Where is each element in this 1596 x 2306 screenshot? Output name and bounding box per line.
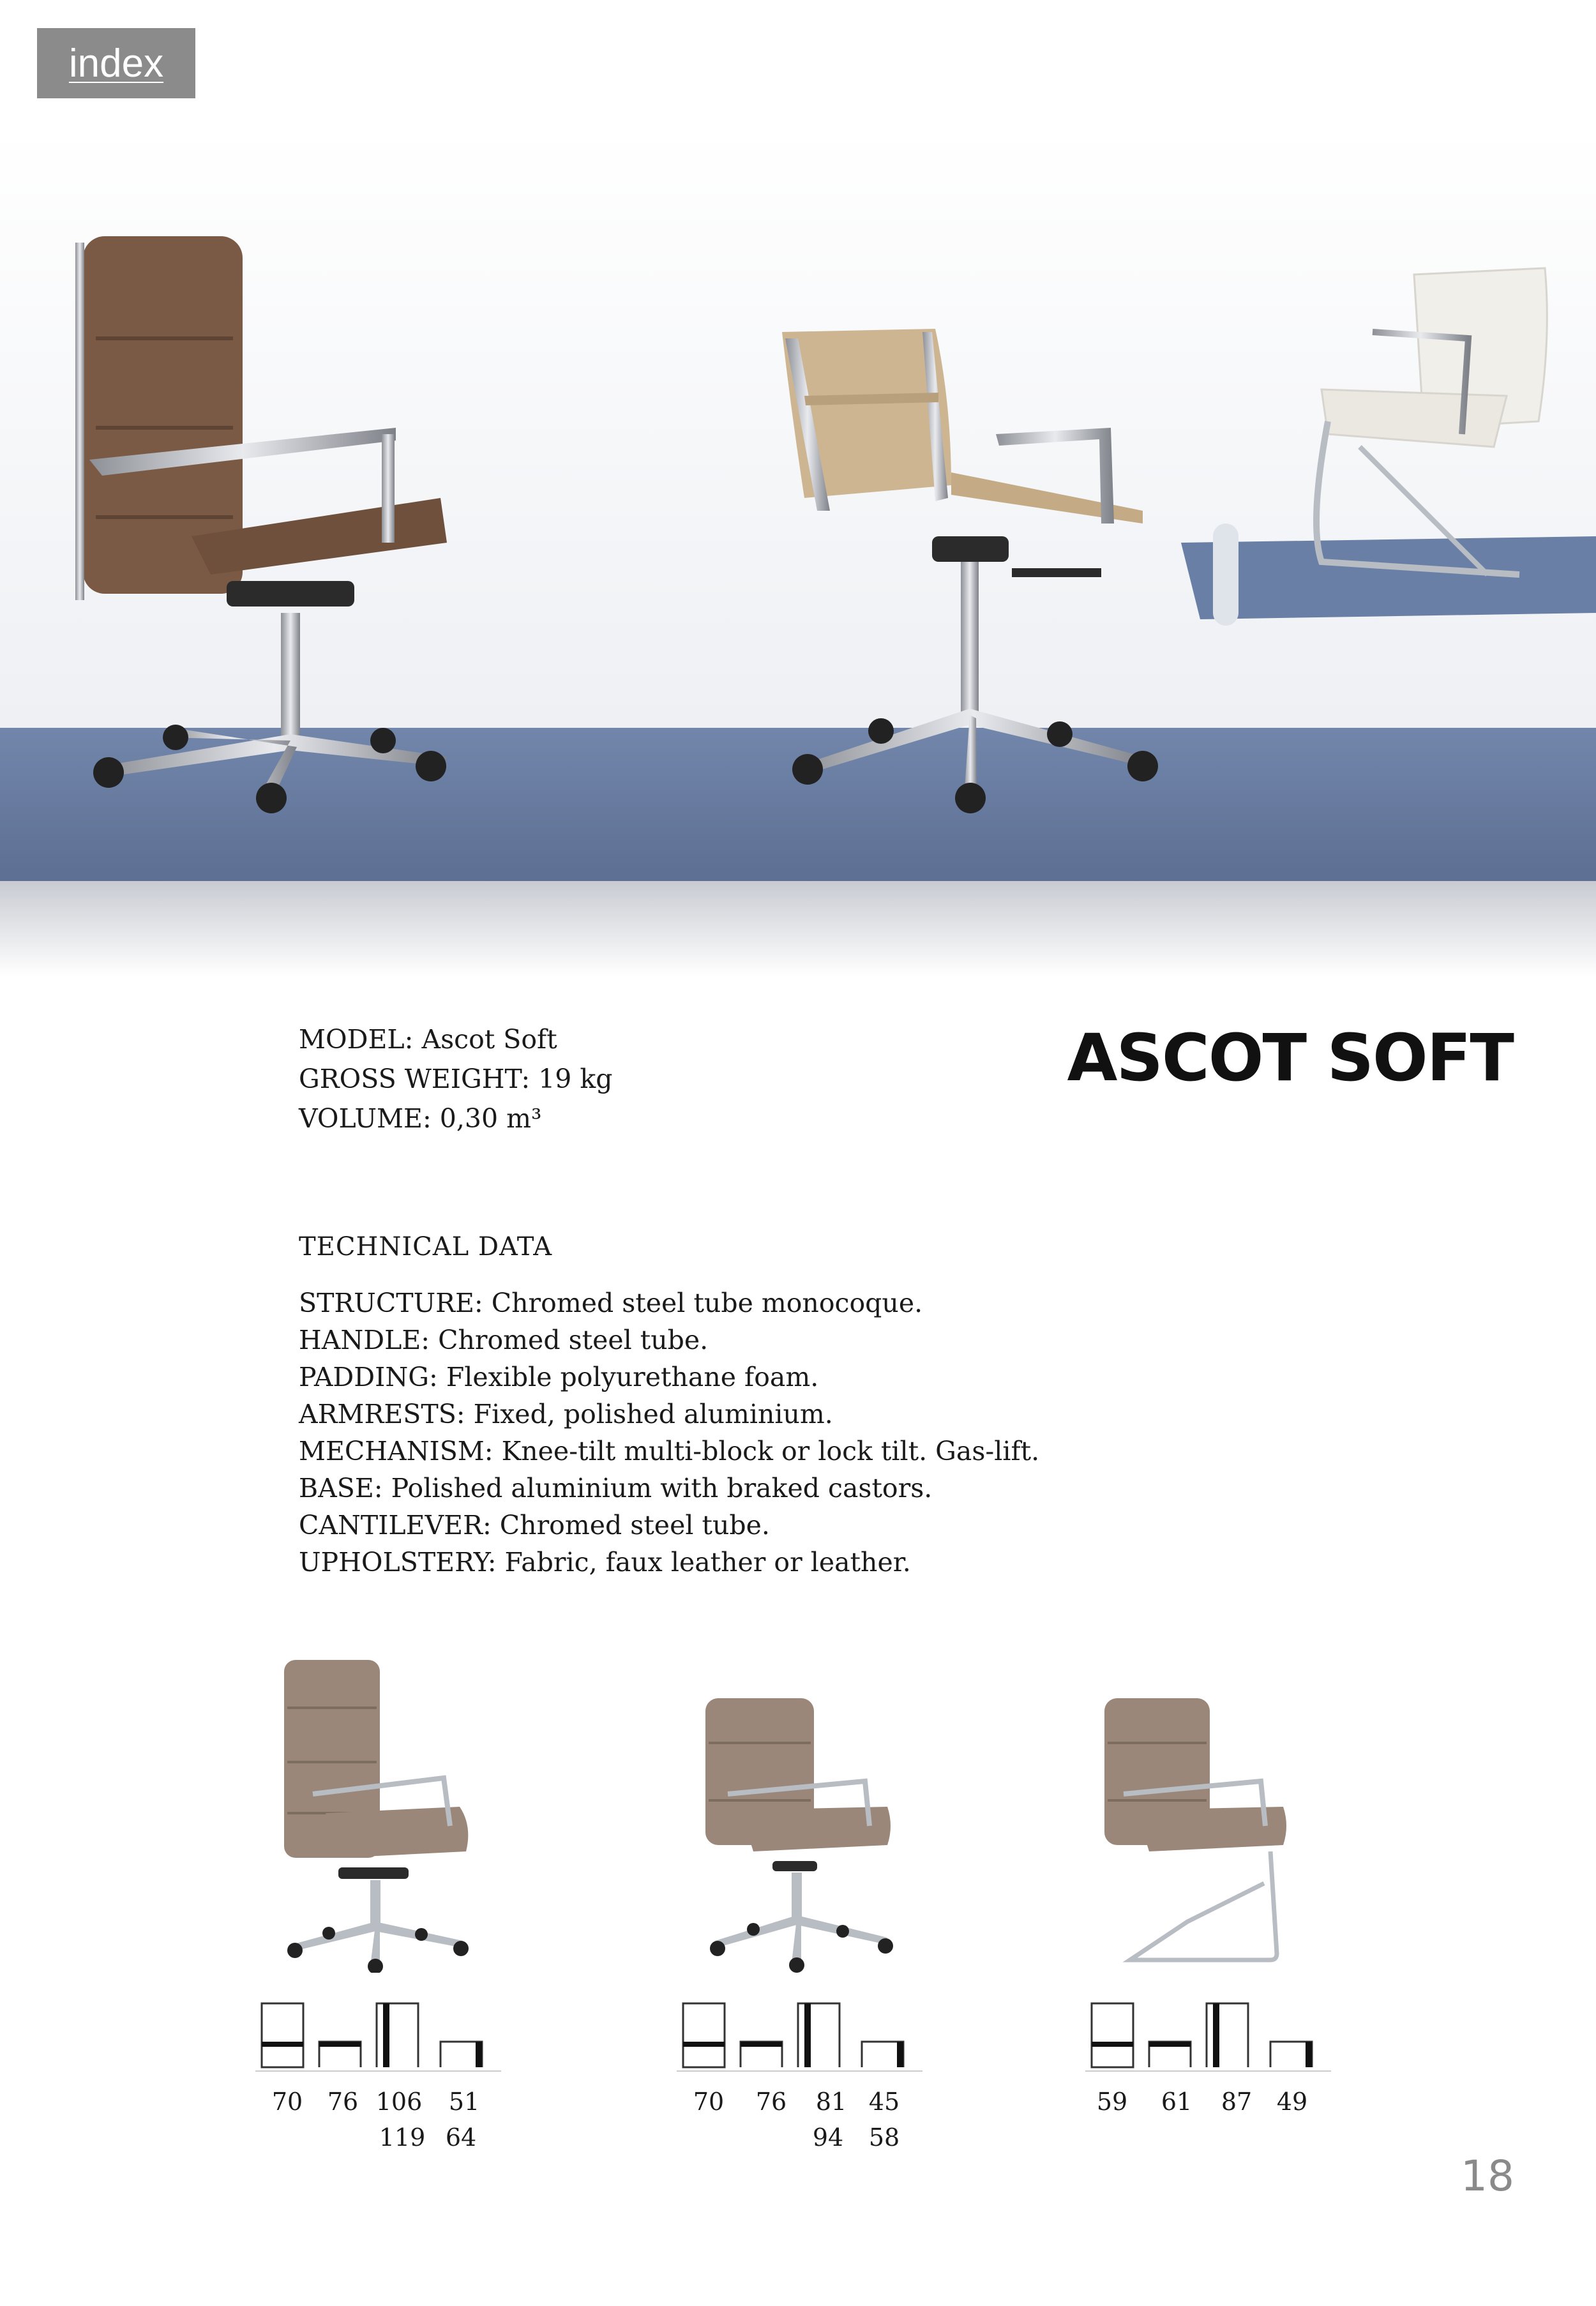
dim-value: 61 xyxy=(1161,2088,1193,2116)
technical-data-heading: TECHNICAL DATA xyxy=(299,1232,553,1262)
thumb-chair-medium-back xyxy=(702,1692,907,1973)
dim-value: 70 xyxy=(271,2088,303,2116)
dim-value: 87 xyxy=(1221,2088,1253,2116)
dim-value: 49 xyxy=(1276,2088,1308,2116)
height-icon xyxy=(377,2003,418,2067)
dim-value: 76 xyxy=(755,2088,787,2116)
thumb-chair-high-back xyxy=(268,1654,485,1973)
page-number: 18 xyxy=(1461,2152,1514,2201)
dimension-icons-3 xyxy=(1085,1997,1334,2074)
spec-gross-weight: GROSS WEIGHT: 19 kg xyxy=(299,1064,613,1094)
dim-value: 106 xyxy=(375,2088,423,2116)
paper-roll xyxy=(1213,524,1238,626)
tech-line-mechanism: MECHANISM: Knee-tilt multi-block or lock tilt. Gas-lift. xyxy=(299,1436,1040,1466)
technical-data-list xyxy=(299,1285,1039,1581)
tech-line-cantilever: CANTILEVER: Chromed steel tube. xyxy=(299,1510,770,1541)
dim-value: 59 xyxy=(1096,2088,1128,2116)
product-title: ASCOT SOFT xyxy=(1067,1020,1513,1096)
tech-line-handle: HANDLE: Chromed steel tube. xyxy=(299,1325,709,1355)
tech-line-upholstery: UPHOLSTERY: Fabric, faux leather or leather. xyxy=(299,1547,911,1578)
dim-value: 64 xyxy=(445,2123,477,2152)
dim-value: 81 xyxy=(815,2088,847,2116)
dim-value: 58 xyxy=(868,2123,900,2152)
dim-value: 119 xyxy=(379,2123,426,2152)
index-link[interactable]: index xyxy=(37,28,195,98)
tech-line-base: BASE: Polished aluminium with braked castors. xyxy=(299,1473,933,1503)
dim-value: 45 xyxy=(868,2088,900,2116)
tech-line-structure: STRUCTURE: Chromed steel tube monocoque. xyxy=(299,1288,923,1318)
width-icon xyxy=(1092,2003,1133,2067)
height-icon xyxy=(1207,2003,1248,2067)
hero-photo xyxy=(0,128,1596,977)
spec-model: MODEL: Ascot Soft xyxy=(299,1024,557,1055)
spec-volume: VOLUME: 0,30 m³ xyxy=(299,1103,542,1134)
width-bar xyxy=(262,2042,303,2047)
dim-value: 51 xyxy=(448,2088,480,2116)
width-icon xyxy=(683,2003,725,2067)
dimension-icons-1 xyxy=(255,1997,504,2074)
dimension-icons-2 xyxy=(677,1997,926,2074)
thumb-chair-cantilever xyxy=(1098,1692,1302,1966)
dim-value: 76 xyxy=(327,2088,359,2116)
height-icon xyxy=(798,2003,839,2067)
tech-line-armrests: ARMRESTS: Fixed, polished aluminium. xyxy=(299,1399,833,1429)
dim-value: 70 xyxy=(693,2088,725,2116)
spec-block xyxy=(299,1020,613,1138)
width-icon xyxy=(262,2003,303,2067)
tech-line-padding: PADDING: Flexible polyurethane foam. xyxy=(299,1362,819,1392)
dim-value: 94 xyxy=(812,2123,844,2152)
